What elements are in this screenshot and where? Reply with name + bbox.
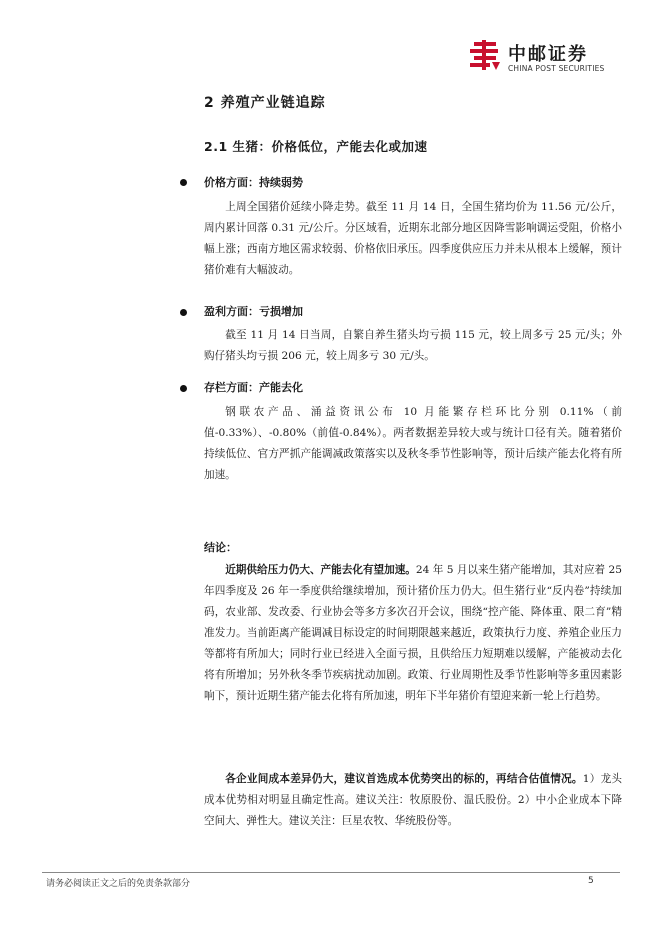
conclusion-lead-2: 各企业间成本差异仍大，建议首选成本优势突出的标的，再结合估值情况。 — [225, 773, 583, 785]
china-post-logo-icon — [468, 38, 502, 72]
logo-english-name: CHINA POST SECURITIES — [508, 64, 605, 73]
conclusion-text-1: 24 年 5 月以来生猪产能增加，其对应着 25 年四季度及 26 年一季度供给继续增加，预计猪价压力仍大。但生猪行业“反内卷”持续加码，农业部、发改委、行业协会等多方多次召开会议，围绕“控产能、降体重、限二育”精准发力。当前距离产能调减目标设定的时间期限越来越近，政策执行力度、养殖企业压力等都将有所加大；同时行业已经进入全面亏损，且供给压力短期难以缓解，产能被动去化将有所增加；另外秋冬季节疾病扰动加剧。政策、行业周期性及季节性影响等多重因素影响下，预计近期生猪产能去化将有所加速，明年下半年猪价有望迎来新一轮上行趋势。 — [204, 564, 623, 702]
price-heading: 价格方面：持续弱势 — [204, 176, 303, 189]
footer-divider — [42, 872, 620, 873]
bullet-dot-icon — [180, 179, 187, 186]
logo-chinese-name: 中邮证券 — [508, 44, 588, 65]
conclusion-paragraph-2 — [204, 769, 622, 832]
company-logo — [468, 34, 618, 80]
bullet-dot-icon — [180, 385, 187, 392]
inventory-heading: 存栏方面：产能去化 — [204, 381, 303, 394]
page-number: 5 — [588, 876, 594, 886]
inventory-paragraph: 钢联农产品、涌益资讯公布 10 月能繁存栏环比分别 0.11%（前值-0.33%）、-0.80%（前值-0.84%）。两者数据差异较大或与统计口径有关。随着猪价持续低位、官方严抓产能调减政策落实以及秋冬季节性影响等，预计后续产能去化将有所加速。 — [204, 406, 622, 481]
price-paragraph: 上周全国猪价延续小降走势。截至 11 月 14 日，全国生猪均价为 11.56 元/公斤，周内累计回落 0.31 元/公斤。分区域看，近期东北部分地区因降雪影响调运受阻，价格小幅上涨；西南方地区需求较弱、价格依旧承压。四季度供应压力并未从根本上缓解，预计猪价难有大幅波动。 — [204, 201, 622, 276]
conclusion-text-2: 1）龙头成本优势相对明显且确定性高。建议关注：牧原股份、温氏股份。2）中小企业成本下降空间大、弹性大。建议关注：巨星农牧、华统股份等。 — [204, 773, 622, 827]
bullet-dot-icon — [180, 309, 187, 316]
footer-disclaimer: 请务必阅读正文之后的免责条款部分 — [46, 879, 191, 889]
conclusion-paragraph-1 — [204, 560, 622, 707]
profit-paragraph: 截至 11 月 14 日当周，自繁自养生猪头均亏损 115 元，较上周多亏 25 元/头；外购仔猪头均亏损 206 元，较上周多亏 30 元/头。 — [204, 329, 622, 362]
conclusion-lead-1: 近期供给压力仍大、产能去化有望加速。 — [225, 564, 416, 576]
subsection-title: 2.1 生猪：价格低位，产能去化或加速 — [204, 139, 428, 154]
section-title: 2 养殖产业链追踪 — [204, 95, 326, 111]
profit-heading: 盈利方面：亏损增加 — [204, 305, 303, 318]
conclusion-heading: 结论： — [204, 541, 237, 554]
